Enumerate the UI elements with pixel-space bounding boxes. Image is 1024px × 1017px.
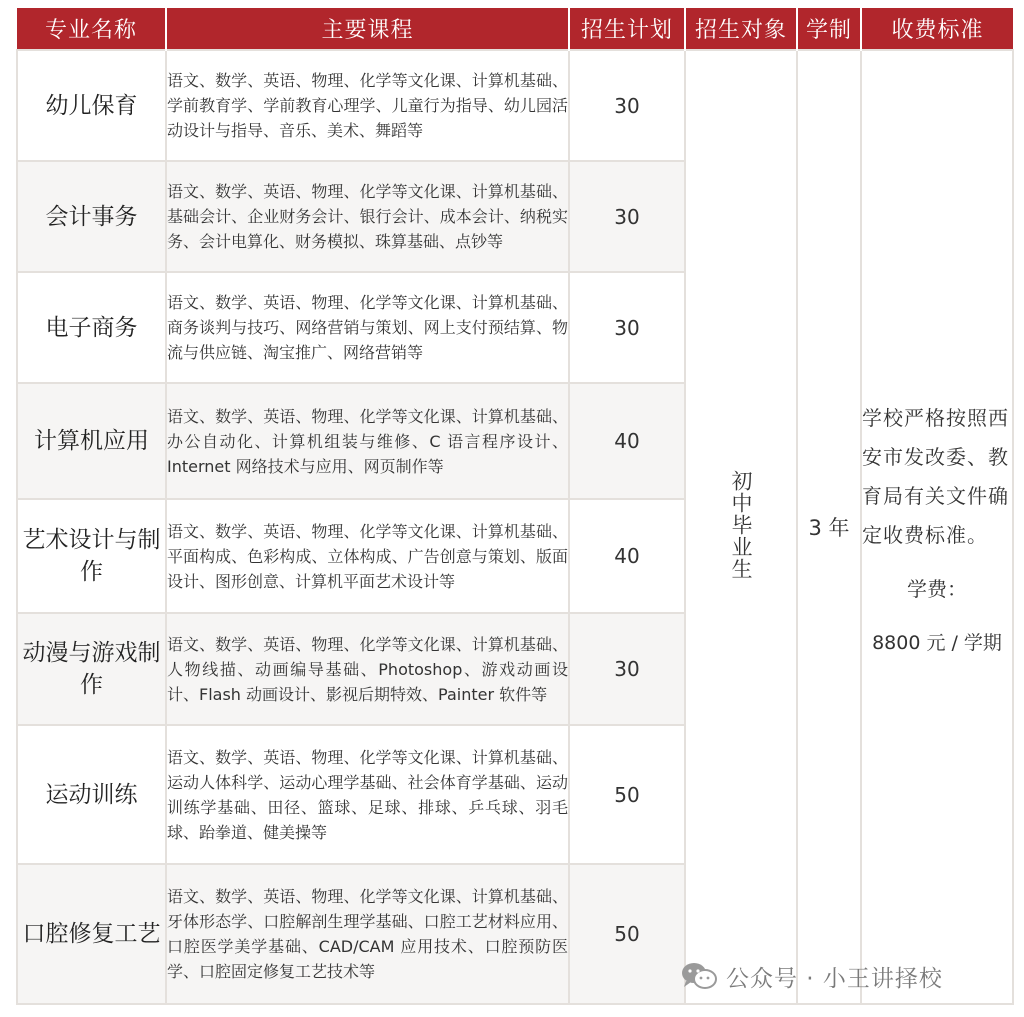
table-row [17,50,1013,161]
header-courses: 主要课程 [166,8,569,50]
major-courses: 语文、数学、英语、物理、化学等文化课、计算机基础、基础会计、企业财务会计、银行会计、成本会计、纳税实务、会计电算化、财务模拟、珠算基础、点钞等 [166,161,569,272]
major-plan: 40 [569,499,685,613]
major-courses: 语文、数学、英语、物理、化学等文化课、计算机基础、办公自动化、计算机组装与维修、C 语言程序设计、Internet 网络技术与应用、网页制作等 [166,383,569,499]
major-name: 计算机应用 [17,383,166,499]
major-plan: 40 [569,383,685,499]
header-plan: 招生计划 [569,8,685,50]
major-courses: 语文、数学、英语、物理、化学等文化课、计算机基础、人物线描、动画编导基础、Photoshop、游戏动画设计、Flash 动画设计、影视后期特效、Painter 软件等 [166,613,569,725]
major-plan: 30 [569,161,685,272]
major-name: 幼儿保育 [17,50,166,161]
major-plan: 50 [569,864,685,1004]
major-courses: 语文、数学、英语、物理、化学等文化课、计算机基础、运动人体科学、运动心理学基础、社会体育学基础、运动训练学基础、田径、篮球、足球、排球、乒乓球、羽毛球、跆拳道、健美操等 [166,725,569,864]
major-name: 口腔修复工艺 [17,864,166,1004]
major-name: 会计事务 [17,161,166,272]
target-cell [685,50,797,1004]
target-text: 初中毕业生 [729,470,753,580]
major-name: 电子商务 [17,272,166,383]
header-name: 专业名称 [17,8,166,50]
major-name: 艺术设计与制作 [17,499,166,613]
header-years: 学制 [797,8,861,50]
major-name: 运动训练 [17,725,166,864]
fee-amount: 8800 元 / 学期 [872,632,1002,654]
header-fee: 收费标准 [861,8,1013,50]
major-courses: 语文、数学、英语、物理、化学等文化课、计算机基础、商务谈判与技巧、网络营销与策划、网上支付预结算、物流与供应链、淘宝推广、网络营销等 [166,272,569,383]
major-name: 动漫与游戏制作 [17,613,166,725]
watermark [680,956,943,996]
major-table [16,8,1014,1005]
years-text: 3 年 [797,50,861,1004]
header-target: 招生对象 [685,8,797,50]
major-courses: 语文、数学、英语、物理、化学等文化课、计算机基础、平面构成、色彩构成、立体构成、广告创意与策划、版面设计、图形创意、计算机平面艺术设计等 [166,499,569,613]
wechat-icon [680,961,718,991]
major-courses: 语文、数学、英语、物理、化学等文化课、计算机基础、学前教育学、学前教育心理学、儿童行为指导、幼儿园活动设计与指导、音乐、美术、舞蹈等 [166,50,569,161]
header-row [17,8,1013,50]
major-plan: 30 [569,50,685,161]
major-plan: 50 [569,725,685,864]
fee-label: 学费： [907,577,967,601]
major-courses: 语文、数学、英语、物理、化学等文化课、计算机基础、牙体形态学、口腔解剖生理学基础、口腔工艺材料应用、口腔医学美学基础、CAD/CAM 应用技术、口腔预防医学、口腔固定修复工艺技术等 [166,864,569,1004]
major-plan: 30 [569,613,685,725]
watermark-text: 公众号 · 小王讲择校 [726,965,943,992]
fee-description: 学校严格按照西安市发改委、教育局有关文件确定收费标准。 [862,406,1009,547]
fee-cell [861,50,1013,1004]
major-plan: 30 [569,272,685,383]
